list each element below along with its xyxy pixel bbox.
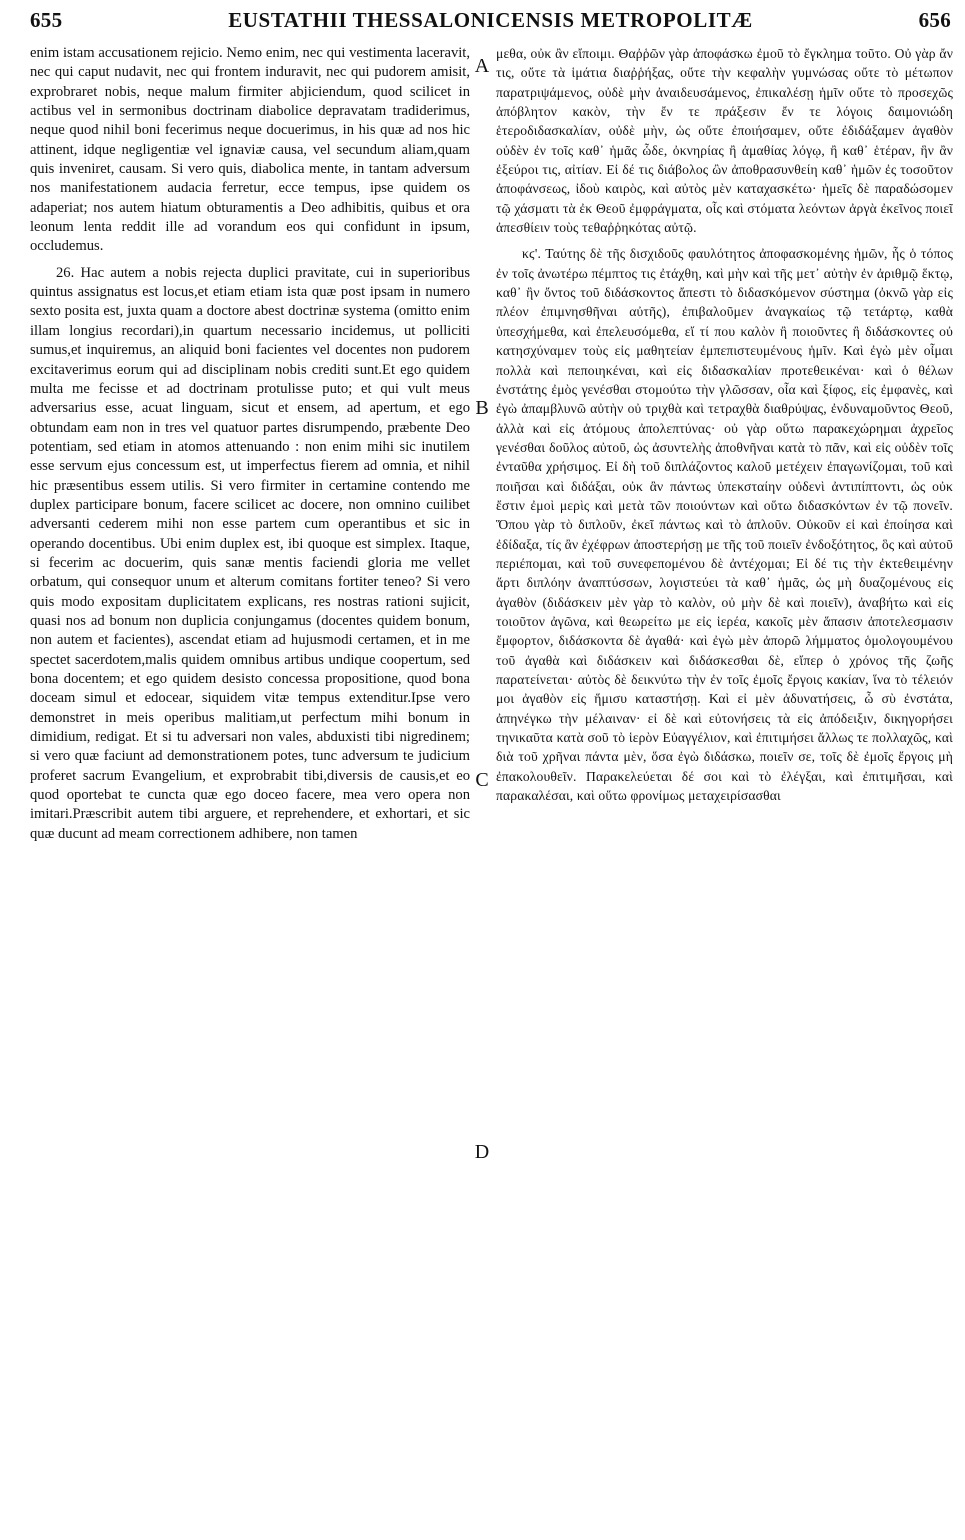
- latin-column: [30, 44, 470, 1534]
- page-number-right: 656: [918, 8, 951, 32]
- greek-column: [496, 44, 953, 1534]
- margin-marker-b: B: [475, 397, 489, 419]
- running-header: [30, 8, 951, 38]
- greek-paragraph-1: μεθα, οὐκ ἂν εἴποιμι. Θαῤῥῶν γὰρ ἀποφάσκω ἐμοῦ τὸ ἔγκλημα τοῦτο. Οὐ γὰρ ἄν τις, οὔτε τὰ ἱμάτια διαῤῥήξας, οὔτε τὴν κεφαλὴν γυμνώσας οὔτε τὸ μέτωπον παρατριψάμενος, οὐδὲ μὴν ἀναιδευσάμενος, ἐπικαλέσῃ ἡμῖν οὔτε τὸ προσεχῶς ἀπόβλητον κακὸν, τὴν ἔν τε πράξεσιν ἔν τε λόγοις δαιμονιώδη ἑτεροδιδασκαλίαν, οὐδὲ μὴν, ὡς οὔτε ἐποιήσαμεν, οὔτε ἐδιδάξαμεν ἀγαθὸν οὐδὲν ἐν τοῖς καθ᾽ ἡμᾶς ὧδε, ὀκνηρίας ἢ ἀμαθίας λόγῳ, ἢ καθ᾽ ἑτέραν, ἣν ἂν ἐξεύροι τις, αἰτίαν. Εἰ δέ τις διάβολος ὢν ἀποθρασυνθείη καθ᾽ ἡμῶν ἐς τοσοῦτον ἀποφάνσεως, ἰδοὺ καιρὸς, καὶ αὐτὸς μὲν καταχασκέτω· ἡμεῖς δὲ παραδώσομεν τῷ χάσματι τὰ ἐκ Θεοῦ ἐμφράγματα, οἷς καὶ στόματα λεόντων ἀργὰ ἐκεῖνος ποιεῖ ἀπεσθίειν τοὺς τεθαῤῥηκότας αὐτῷ.: [496, 46, 953, 236]
- latin-paragraph-1: enim istam accusationem rejicio. Nemo enim, nec qui vestimenta laceravit, nec qui caput nudavit, nec qui frontem induravit, nec qui pudorem amisit, exprobraret nobis, neque malum firmiter abjiciendum, quod scilicet in actibus vel in sermonibus doctrinam diabolice depravatam tradiderimus, neque quod nihil boni fecerimus neque docuerimus, in his quæ ad nos hic attinent, idque negligentiæ vel ignaviæ causa, vel secundum aliam,quam quis inveniret, causam. Si vero quis, diabolica mente, in tantam adversum nos manifestationem audacia ferretur, ecce tempus, ipse quidem os adaperiat; nos autem hiatum obturamentis a Deo adhibitis, quibus et ora leonum lenta reddit ille ad vorandum eos qui confidunt in ipsum, occludemus.: [30, 45, 470, 255]
- latin-paragraph-2: 26. Hac autem a nobis rejecta duplici pravitate, cui in superioribus quintus assignatus est locus,et etiam etiam ista quæ post ipsam in numero sexto posita est, juxta quam a doctore abest doctrinæ systema (omitto enim illam longius recordari),in quartum necessario incidemus, ut polliciti sumus,et inquiremus, an aliquid boni facientes vel docentes non pudorem excitaverimus eorum qui ad disciplinam nobis crediti sunt.Et ego quidem multa me fecisse et ad doctrinam protulisse puto; et qui vult meus adversarius esse, acuat linguam, sicut et ensem, ad apertum, et ego obtundam eam non in tres vel quatuor partes disrumpendo, præbente Deo potentiam, sed etiam in atomos attenuando : non enim mihi sic inutilem esse servum ejus concessum est, ut imperfectus fierem ad omnia, et nihil hic præsentibus essem utilis. Si vero firmiter in certamine contendo me duplex participare bonum, facere scilicet ac docere, non omnino cuilibet adversanti cederem mihi non esse partem cum operantibus et sic in operando docentibus. Ubi enim duplex est, ibi quoque est simplex. Itaque, si fecerim ac docuerim, quis sanæ mentis faciendi gloria me vellet orbatum, qui consequor unum et alterum comitans fortiter teneo? Si vero quis modo expositam duplicitatem explicans, res nostras rationi sujicit, quasi nos ad bonum non duplicia conjungamus (docentes quidem bonum, non autem et facientes), ascendat etiam ad hujusmodi certamen, et in me spectet sacerdotem,malis quidem omnibus artibus undique coopertum, sed bona docentem; et ego quidem desisto concessa propositione, quod bona doceam simul et edocear, siquidem vitæ tempus extenditur.Ipse vero demonstret in meis operibus malitiam,ut perfectum mihi bonum in dimidium, redigat. Et si tu adversari non vales, abduxisti tibi nigredinem; si vero quæ faciunt ad demonstrationem potes, tunc adversum te judicium proferet sacrum Evangelium, et exprobrabit tibi,diversis de causis,et eo quod oportebat te cuncta quæ ego doceo facere, mea vero opera non imitari.Præscribit autem tibi arguere, et reprehendere, et exhortari, et sic quæ ducunt ad meam correctionem adhibere, non tamen: [30, 264, 470, 842]
- margin-marker-c: C: [475, 769, 489, 791]
- greek-paragraph-2: κϛ'. Ταύτης δὲ τῆς δισχιδοῦς φαυλότητος ἀποφασκομένης ἡμῶν, ἧς ὁ τόπος ἐν τοῖς ἀνωτέρω πέμπτος τις ἐτάχθη, καὶ μὴν καὶ τῆς μετ᾽ αὐτὴν ἐν ἀριθμῷ ἕκτῳ, καθ᾽ ἣν ὄντος τοῦ διδάσκοντος ἄπεστι τὸ διδασκόμενον σύστημα (ὀκνῶ γὰρ εἰς πλέον ἐπιμνησθῆναι αὐτῆς), ἐπιβαλοῦμεν ἀναγκαίως τῷ τετάρτῳ, καθὰ ὑπεσχήμεθα, καὶ ἐπελευσόμεθα, εἴ τί που καλὸν ἢ ποιοῦντες ἢ διδάσκοντες οὐ κατησχύναμεν τοὺς εἰς μαθητείαν ἐμπεπιστευμένους ἡμῖν. Καὶ ἐγὼ μὲν οἶμαι πολλὰ καὶ πεποιηκέναι, καὶ εἰς διδασκαλίαν προτεθεικέναι· καὶ ὁ θέλων ἐνστάτης ἐμὸς γενέσθαι στομούτω τὴν γλῶσσαν, οἷα καὶ ξίφος, εἰς ἐμφανὲς, καὶ ἐγὼ ἀπαμβλυνῶ αὐτὴν οὐ τριχθὰ καὶ τετραχθὰ διαθρύψας, ἐνδυναμοῦντος Θεοῦ, ἀλλὰ καὶ εἰς ἀτόμους ἀπολεπτύνας· οὐ γὰρ οὕτω παρακεχώρημαι ἀχρεῖος γενέσθαι δοῦλος αὐτοῦ, ὡς ἀσυντελὴς ἀποθνῆναι κατὰ τὸ πᾶν, καὶ εἰς οὐδὲν τοῖς ἐνταῦθα χρήσιμος. Εἰ δὴ τοῦ διπλάζοντος καλοῦ μετέχειν ἐπαγωνίζομαι, τοῦ καὶ ποιῆσαι καὶ διδάξαι, οὐκ ἂν πάντως ὑπεκσταίην οὐδενὶ ἀντιπίπτοντι, ὡς οὐκ ἔστιν ἐμοὶ μερὶς καὶ μετὰ τῶν ποιούντων καὶ οὕτω διδασκόντων ἐν τῷ πονεῖν. Ὅπου γὰρ τὸ διπλοῦν, ἐκεῖ πάντως καὶ τὸ ἁπλοῦν. Οὐκοῦν εἰ καὶ ἐποίησα καὶ ἐδίδαξα, τίς ἂν ἐχέφρων ἀποστερήσῃ με τῆς τοῦ ποιεῖν ἐνδοξότητος, ὃς καὶ αὐτοῦ περιέπομαι, καὶ τοῦ συνεφεπομένου δὲ ἀντέχομαι; Εἰ δέ τις τὴν ἐκτεθειμένην ἄρτι διπλόην ἀναπτύσσων, λογιστεύει τὰ καθ᾽ ἡμᾶς, ὡς μὴ δυαζομένους εἰς ἀγαθὸν (διδάσκειν μὲν γὰρ τὸ καλὸν, οὐ μὴν δὲ καὶ ποιεῖν), ἀναβήτω καὶ εἰς τοιοῦτον ἀγῶνα, καὶ θεωρείτω με εἰς ἱερέα, κακοῖς μὲν ἅπασιν ἀποτελεσμασιν ἔμφορτον, διδάσκοντα δὲ ἀγαθά· καὶ ἐγὼ μὲν ἀπορῶ λήμματος ὁμολογουμένου τοῦ ἀγαθὰ καὶ διδάσκειν καὶ διδάσκεσθαι δὲ, εἴπερ ὁ χρόνος τῆς ζωῆς παρατείνεται· αὐτὸς δὲ δεικνύτω τὴν ἐν τοῖς ἐμοῖς ἔργοις κακίαν, ἵνα τὸ τέλειόν μοι ἀγαθὸν εἰς ἥμισυ καταστήσῃ. Καὶ εἰ μὲν ἀδυνατήσεις, ὦ σὺ ἐνστάτα, ἀπηνέγκω τὴν μέλαιναν· εἰ δὲ καὶ εὐτονήσεις τὰ εἰς ἀπόδειξιν, δικηγορήσει τηνικαῦτα κατὰ σοῦ τὸ ἱερὸν Εὐαγγέλιον, καὶ ἐπιτιμήσει ἄλλως τε πολλαχῶς, καὶ διὰ τοῦ χρῆναι πάντα μὲν, ὅσα ἐγὼ διδάσκω, ποιεῖν σε, τοῖς δὲ ἐμοῖς ἔργοις μὴ ἐπακολουθεῖν. Παρακελεύεται δέ σοι καὶ τὸ ἐλέγξαι, καὶ ἐπιτιμῆσαι, καὶ παρακαλέσαι, καὶ οὕτω φρονίμως μεταχειρίσασθαι: [496, 246, 953, 804]
- margin-marker-a: A: [474, 55, 490, 77]
- page-number-left: 655: [30, 8, 63, 32]
- margin-marker-d: D: [474, 1141, 490, 1163]
- running-title: EUSTATHII THESSALONICENSIS METROPOLITÆ: [228, 8, 753, 32]
